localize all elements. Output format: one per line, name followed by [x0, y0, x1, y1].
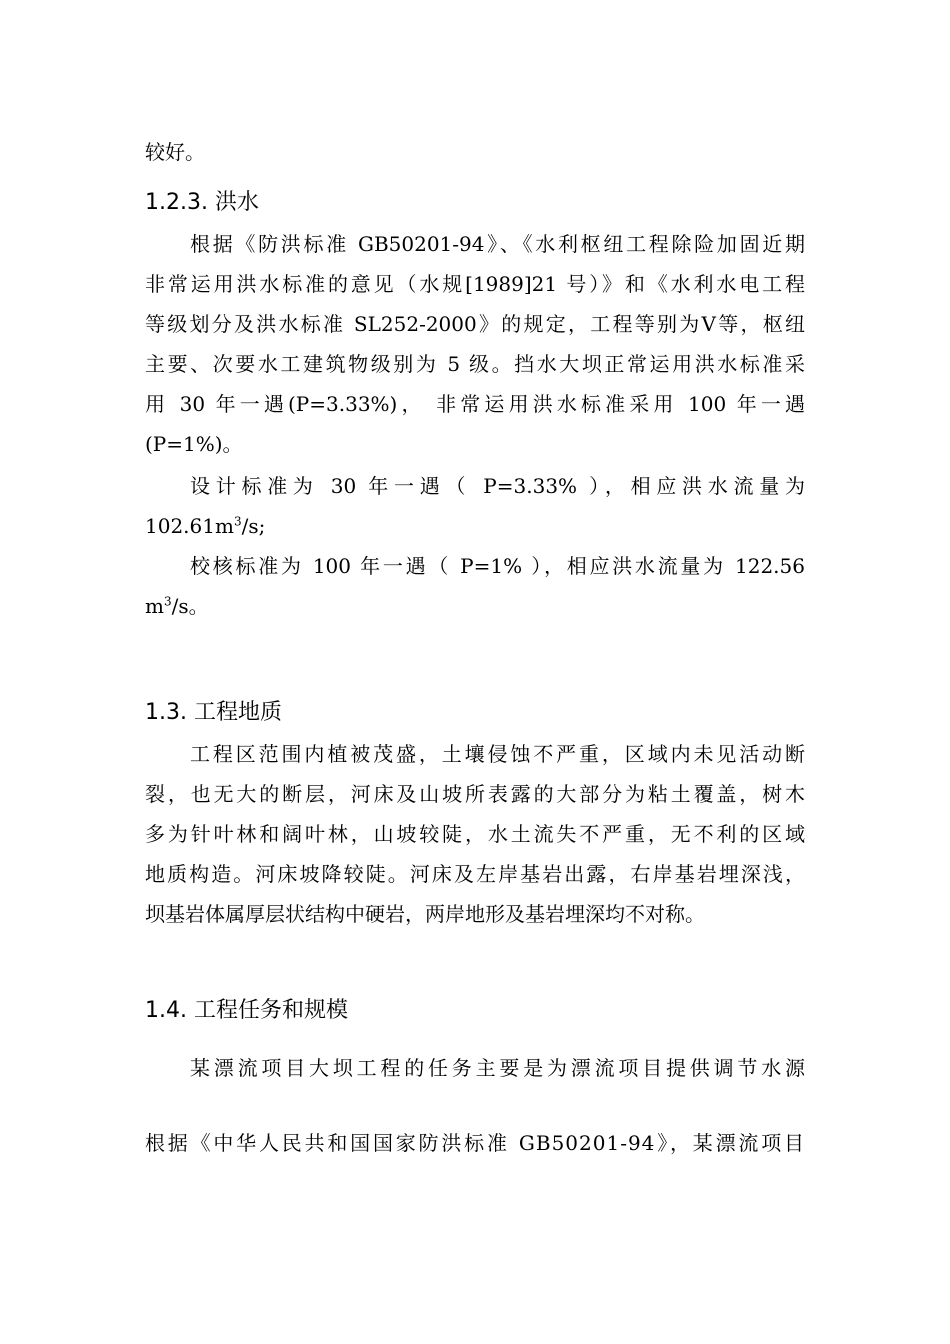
geology-paragraph-line-2: 裂，也无大的断层，河床及山坡所表露的大部分为粘土覆盖，树木 [145, 782, 805, 806]
geology-paragraph-line-3: 多为针叶林和阔叶林，山坡较陡，水土流失不严重，无不利的区域 [145, 822, 805, 846]
check-standard-line-2 [145, 593, 209, 619]
design-flow-unit: /s; [241, 514, 266, 538]
design-flow-exponent: 3 [233, 514, 242, 529]
section-heading-1-4: 1.4. 工程任务和规模 [145, 998, 348, 1023]
section-heading-1-3: 1.3. 工程地质 [145, 700, 282, 725]
design-standard-line-2 [145, 513, 265, 539]
flood-paragraph-line-1: 根据《防洪标准 GB50201-94》、《水利枢纽工程除险加固近期 [190, 232, 805, 256]
flood-paragraph-line-5: 用 30 年一遇(P=3.33%)， 非常运用洪水标准采用 100 年一遇 [145, 392, 805, 416]
task-paragraph-line-1: 某漂流项目大坝工程的任务主要是为漂流项目提供调节水源 [190, 1056, 805, 1080]
geology-paragraph-line-4: 地质构造。河床坡降较陡。河床及左岸基岩出露，右岸基岩埋深浅， [145, 862, 805, 886]
flood-paragraph-line-2: 非常运用洪水标准的意见（水规[1989]21 号）》和《水利水电工程 [145, 272, 805, 296]
scale-paragraph-line-1: 根据《中华人民共和国国家防洪标准 GB50201-94》，某漂流项目 [145, 1131, 805, 1155]
check-flow-value: m [145, 594, 164, 618]
section-heading-1-2-3: 1.2.3. 洪水 [145, 190, 259, 215]
design-standard-line-1: 设计标准为 30 年一遇（ P=3.33% ），相应洪水流量为 [190, 474, 805, 498]
geology-paragraph-line-1: 工程区范围内植被茂盛，土壤侵蚀不严重，区域内未见活动断 [190, 742, 805, 766]
flood-paragraph-line-3: 等级划分及洪水标准 SL252-2000》的规定，工程等别为Ⅴ等，枢纽 [145, 312, 805, 336]
check-flow-exponent: 3 [163, 594, 172, 609]
flood-paragraph-line-4: 主要、次要水工建筑物级别为 5 级。挡水大坝正常运用洪水标准采 [145, 352, 805, 376]
flood-paragraph-line-6: (P=1%)。 [145, 432, 243, 456]
paragraph-tail: 较好。 [145, 140, 205, 164]
check-standard-line-1: 校核标准为 100 年一遇（ P=1% ），相应洪水流量为 122.56 [190, 554, 805, 578]
check-flow-unit: /s。 [171, 594, 209, 618]
design-flow-value: 102.61m [145, 514, 234, 538]
geology-paragraph-line-5: 坝基岩体属厚层状结构中硬岩，两岸地形及基岩埋深均不对称。 [145, 902, 705, 926]
